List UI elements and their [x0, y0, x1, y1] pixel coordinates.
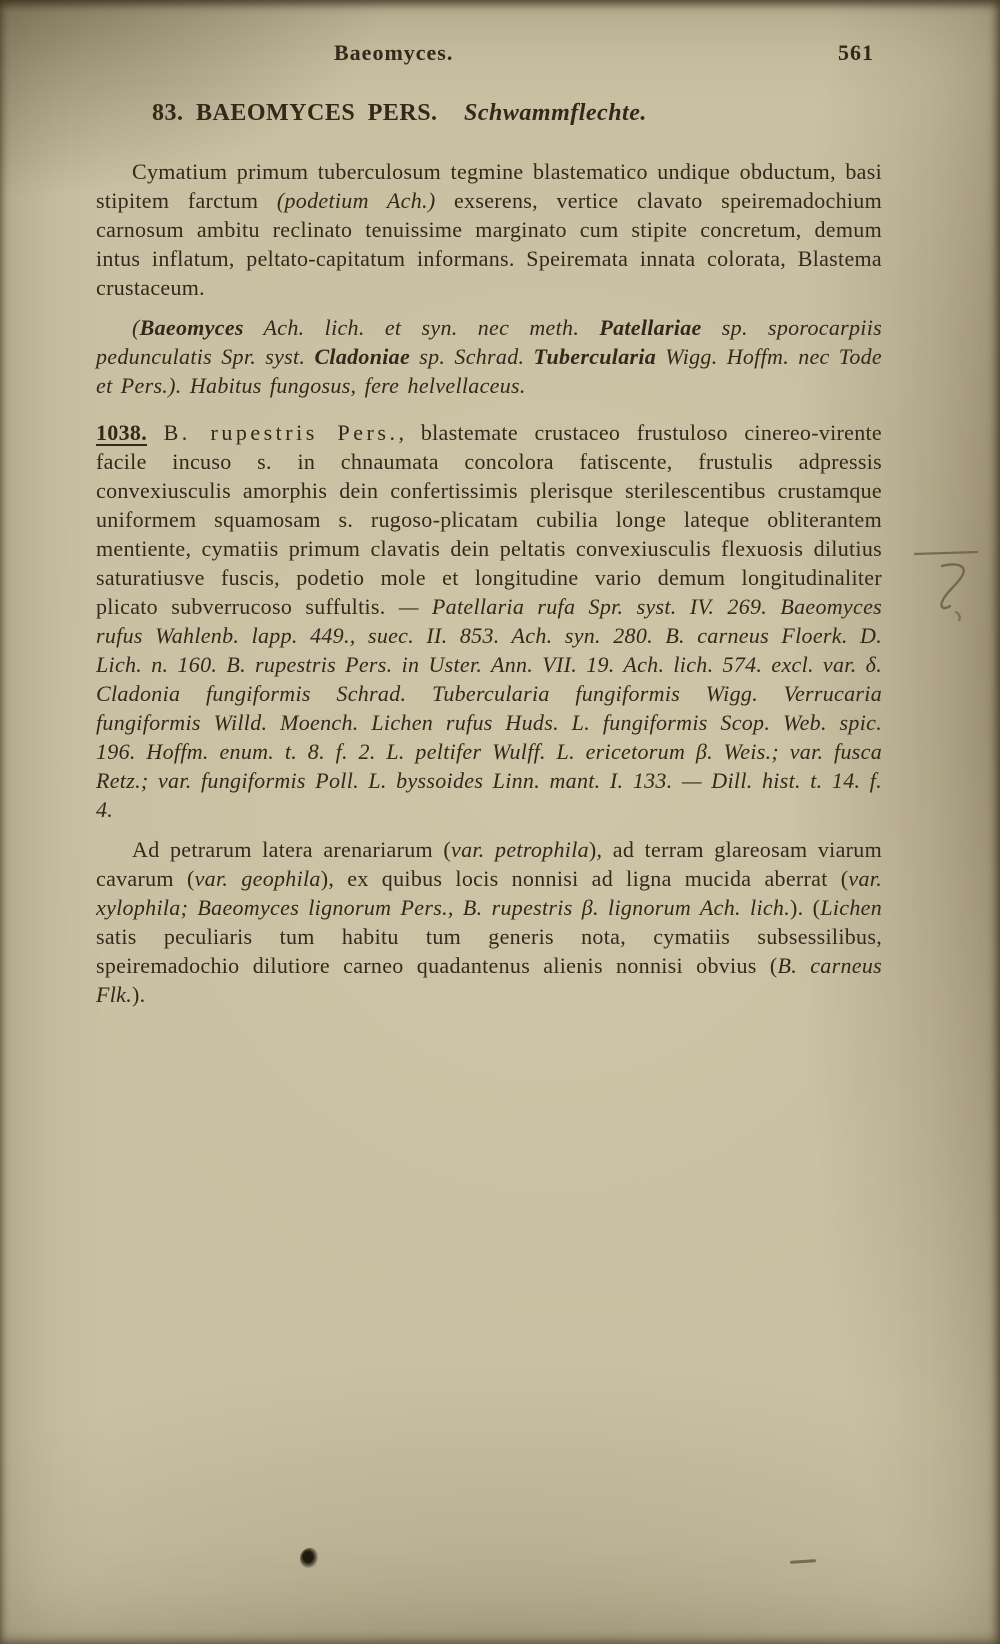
heading-german-name: Schwammflechte. [464, 100, 647, 126]
ink-smudge [300, 1548, 318, 1568]
heading-genus-name: BAEOMYCES PERS. [196, 100, 438, 126]
page-header [0, 40, 1000, 72]
paragraph-genus-synonymy: (Baeomyces Ach. lich. et syn. nec meth. Patellariae sp. sporocarpiis pedunculatis Spr. syst. Cladoniae sp. Schrad. Tubercularia Wigg. Hoffm. nec Tode et Pers.). Habitus fungosus, fere helvellaceus. [96, 315, 882, 398]
running-title: Baeomyces. [334, 40, 454, 65]
paragraph-species-entry: 1038. B. rupestris Pers., blastemate crustaceo frustuloso cinereo-virente facile incuso s. in chnaumata concolora fatiscente, frustulis adpressis convexiusculis amorphis dein confertissimis plerisque sterilescentibus crustamque uniformem squamosam s. rugoso-plicatam cubilia longe lateque obliterantem mentiente, cymatiis primum clavatis dein peltatis convexiusculis flexuosis dilutius saturatiusve fuscis, podetio mole et longitudine vario demum longitudinaliter plicato subverrucoso suffultis. — Patellaria rufa Spr. syst. IV. 269. Baeomyces rufus Wahlenb. lapp. 449., suec. II. 853. Ach. syn. 280. B. carneus Floerk. D. Lich. n. 160. B. rupestris Pers. in Uster. Ann. VII. 19. Ach. lich. 574. excl. var. δ. Cladonia fungiformis Schrad. Tubercularia fungiformis Wigg. Verrucaria fungiformis Willd. Moench. Lichen rufus Huds. L. fungiformis Scop. Web. spic. 196. Hoffm. enum. t. 8. f. 2. L. peltifer Wulff. L. ericetorum β. Weis.; var. fusca Retz.; var. fungiformis Poll. L. byssoides Linn. mant. I. 133. — Dill. hist. t. 14. f. 4. [96, 420, 882, 822]
paragraph-habitat-note: Ad petrarum latera arenariarum (var. petrophila), ad terram glareosam viarum cavarum (var. geophila), ex quibus locis nonnisi ad ligna mucida aberrat (var. xylophila; Baeomyces lignorum Pers., B. rupestris β. lignorum Ach. lich.). (Lichen satis peculiaris tum habitu tum generis nota, cymatiis subsessilibus, speiremadochio dilutiore carneo quadantenus alienis nonnisi obvius (B. carneus Flk.). [96, 837, 883, 1007]
section-heading [152, 100, 882, 127]
paragraph-genus-description: Cymatium primum tuberculosum tegmine blastematico undique obductum, basi stipitem farctum (podetium Ach.) exserens, vertice clavato speiremadochium carnosum ambitu reclinato tenuissime marginato cum stipite concretum, demum intus inflatum, peltato-capitatum informans. Speiremata innata colorata, Blastema crustaceum. [96, 159, 882, 300]
text-block [96, 100, 882, 1020]
handwritten-margin-mark [912, 540, 992, 630]
heading-number: 83. [152, 100, 184, 126]
page-number: 561 [838, 40, 874, 65]
pencil-dash [790, 1559, 816, 1564]
